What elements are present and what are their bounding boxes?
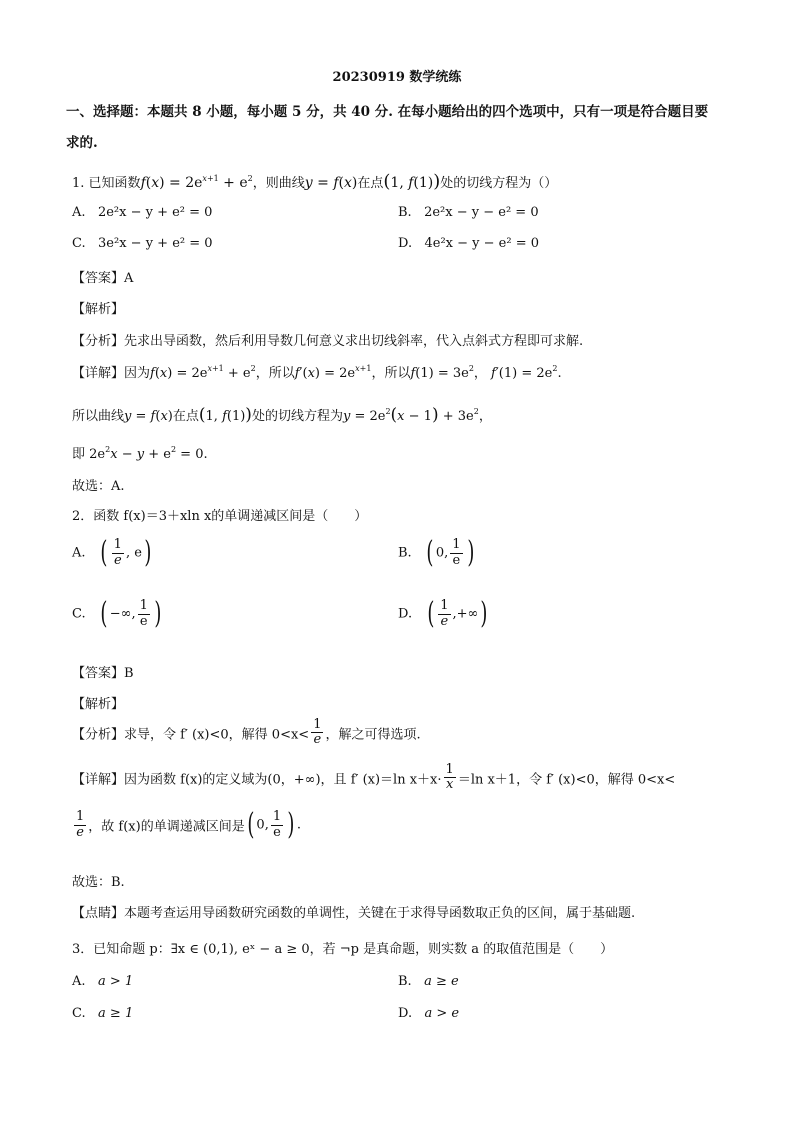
q2-answer: 【答案】B bbox=[72, 666, 134, 681]
q2-option-b: B. ( 0, $\frac{1}{e}$ ) bbox=[398, 535, 474, 570]
q3-option-b: B. a ≥ e bbox=[398, 974, 459, 989]
q2-detail-line2: $\frac{1}{e}$ ，故 f(x)的单调递减区间是( 0, $\frac{1}{e}$ ) . bbox=[76, 807, 301, 842]
q2-detail-line1: 【详解】因为函数 f(x)的定义域为(0，+∞)，且 f′ (x)＝ln x＋x· $\frac{1}{x}$ ＝ln x＋1，令 f′ (x)<0，解得 0<x< bbox=[72, 762, 676, 793]
q1-option-c: C. 3e²x − y + e² = 0 bbox=[72, 236, 213, 251]
q1-choose: 故选：A. bbox=[72, 479, 125, 494]
page-title: 20230919 数学统练 bbox=[332, 70, 462, 85]
q3-option-a: A. a > 1 bbox=[72, 974, 134, 989]
q1-detail-line1: 【详解】因为$f(x) = 2e^{x+1} + e^2$，所以$f'(x) = 2e^{x+1}$，所以$f(1) = 3e^2$， $f'(1) = 2e^2$. bbox=[72, 364, 562, 381]
q1-detail-line2: 所以曲线y = f(x)在点(1, f(1))处的切线方程为$y = 2e^2(x - 1) + 3e^2$， bbox=[72, 405, 492, 425]
q2-option-c: C. ( −∞, $\frac{1}{e}$ ) bbox=[72, 596, 162, 631]
q1-option-b: B. 2e²x − y − e² = 0 bbox=[398, 205, 539, 220]
section-heading-line1: 一、选择题：本题共 8 小题，每小题 5 分，共 40 分. 在每小题给出的四个选项中，只有一项是符合题目要 bbox=[66, 104, 709, 120]
q1-option-a: A. 2e²x − y + e² = 0 bbox=[72, 205, 213, 220]
q1-option-d: D. 4e²x − y − e² = 0 bbox=[398, 236, 539, 251]
q3-option-d: D. a > e bbox=[398, 1006, 460, 1021]
q1-answer: 【答案】A bbox=[72, 271, 134, 286]
q2-option-a: A. ( $\frac{1}{e}$ , e) bbox=[72, 535, 152, 570]
q2-analysis-label: 【解析】 bbox=[72, 697, 125, 712]
q2-dianjing: 【点睛】本题考查运用导函数研究函数的单调性，关键在于求得导函数取正负的区间，属于基础题. bbox=[72, 906, 636, 921]
q3-option-c: C. a ≥ 1 bbox=[72, 1006, 134, 1021]
q1-fenxi: 【分析】先求出导函数，然后利用导数几何意义求出切线斜率，代入点斜式方程即可求解. bbox=[72, 334, 584, 349]
section-heading-line2: 求的. bbox=[66, 135, 98, 151]
q2-option-d: D. ( $\frac{1}{e}$ ,+∞) bbox=[398, 596, 488, 631]
q2-stem: 2．函数 f(x)＝3＋xln x的单调递减区间是（ ） bbox=[72, 509, 368, 524]
q1-detail-line3: 即 $2e^2x - y + e^2 = 0$. bbox=[72, 445, 208, 462]
q1-analysis-label: 【解析】 bbox=[72, 302, 125, 317]
q2-fenxi: 【分析】求导，令 f′ (x)<0，解得 0<x< $\frac{1}{e}$ ，解之可得选项. bbox=[72, 717, 421, 748]
q1-stem: 1. 已知函数$f(x) = 2e^{x+1} + e^2$，则曲线y = f(x)在点(1, f(1))处的切线方程为（） bbox=[72, 171, 558, 192]
q2-choose: 故选：B. bbox=[72, 875, 125, 890]
q3-stem: 3．已知命题 p：∃x ∈ (0,1), eˣ − a ≥ 0，若 ¬p 是真命题，则实数 a 的取值范围是（ ） bbox=[72, 942, 614, 957]
